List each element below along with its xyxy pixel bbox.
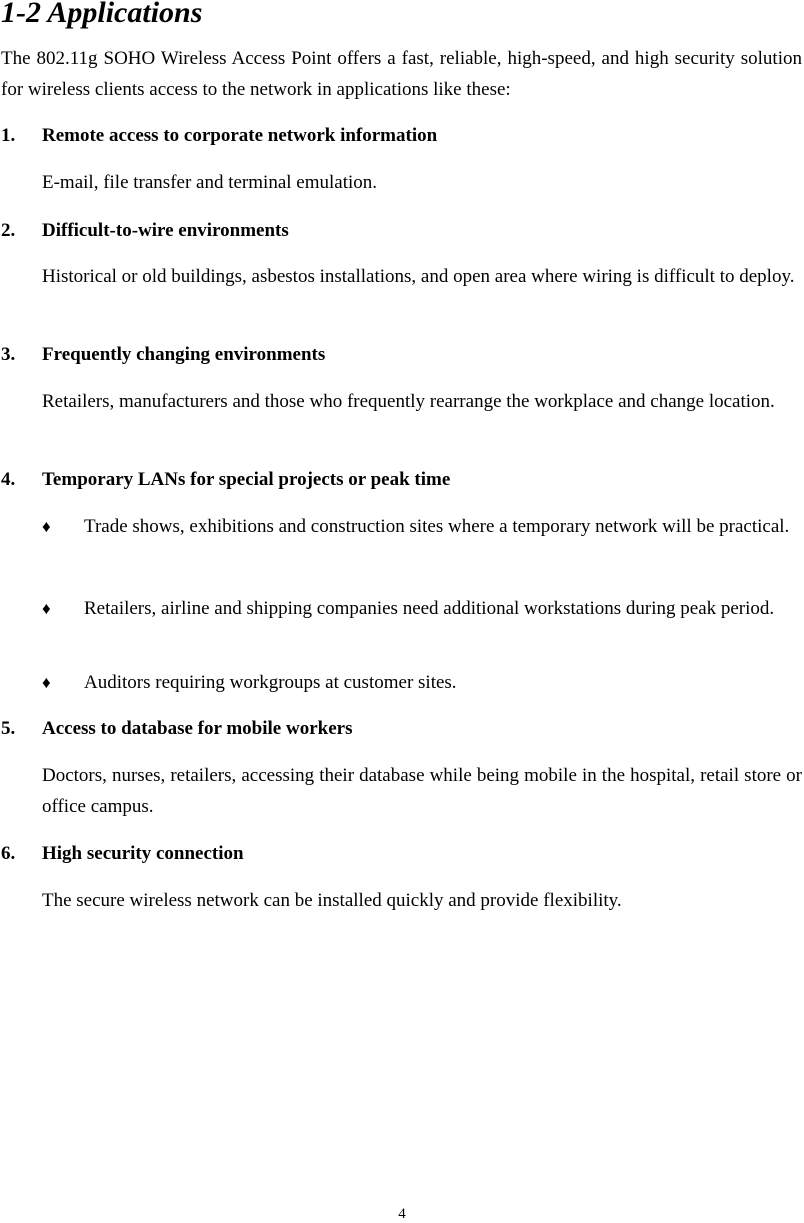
item-number: 6. — [1, 843, 16, 864]
item-heading-remote-access — [1, 124, 437, 148]
bullet-text: Retailers, airline and shipping companies need additional workstations during peak period. — [84, 598, 775, 619]
item-heading-mobile-workers — [1, 717, 352, 741]
bullet-text: Auditors requiring workgroups at customer sites. — [84, 672, 457, 693]
item-body-remote-access: E-mail, file transfer and terminal emulation. — [42, 172, 378, 193]
item-heading-high-security — [1, 842, 244, 866]
intro-paragraph: The 802.11g SOHO Wireless Access Point offers a fast, reliable, high-speed, and high security solution for wireless clients access to the network in applications like these: — [1, 48, 802, 100]
diamond-bullet-icon: ♦ — [42, 673, 51, 692]
diamond-bullet-icon: ♦ — [42, 599, 51, 618]
item-heading-text: Temporary LANs for special projects or peak time — [42, 469, 451, 490]
bullet-text: Trade shows, exhibitions and construction sites where a temporary network will be practical. — [84, 516, 790, 537]
item-number: 3. — [1, 344, 16, 365]
item-number: 2. — [1, 220, 16, 241]
item-heading-text: Frequently changing environments — [42, 344, 326, 365]
section-title: 1-2 Applications — [1, 0, 203, 29]
item-number: 1. — [1, 125, 16, 146]
item-body-difficult-to-wire: Historical or old buildings, asbestos installations, and open area where wiring is difficult to deploy. — [42, 266, 795, 287]
bullet-item — [42, 593, 802, 624]
item-heading-text: Access to database for mobile workers — [42, 718, 353, 739]
item-number: 4. — [1, 469, 16, 490]
item-body-high-security: The secure wireless network can be installed quickly and provide flexibility. — [42, 890, 622, 911]
diamond-bullet-icon: ♦ — [42, 517, 51, 536]
item-heading-changing-environments — [1, 343, 325, 367]
item-body-mobile-workers: Doctors, nurses, retailers, accessing their database while being mobile in the hospital, retail store or office campus. — [42, 765, 802, 817]
page-number: 4 — [398, 1206, 406, 1222]
item-heading-temporary-lans — [1, 468, 450, 492]
bullet-item — [42, 511, 802, 542]
bullet-item — [42, 667, 802, 698]
item-heading-text: Difficult-to-wire environments — [42, 220, 289, 241]
item-heading-difficult-to-wire — [1, 219, 289, 243]
item-body-changing-environments: Retailers, manufacturers and those who frequently rearrange the workplace and change location. — [42, 391, 775, 412]
item-number: 5. — [1, 718, 16, 739]
item-heading-text: Remote access to corporate network information — [42, 125, 438, 146]
item-heading-text: High security connection — [42, 843, 244, 864]
